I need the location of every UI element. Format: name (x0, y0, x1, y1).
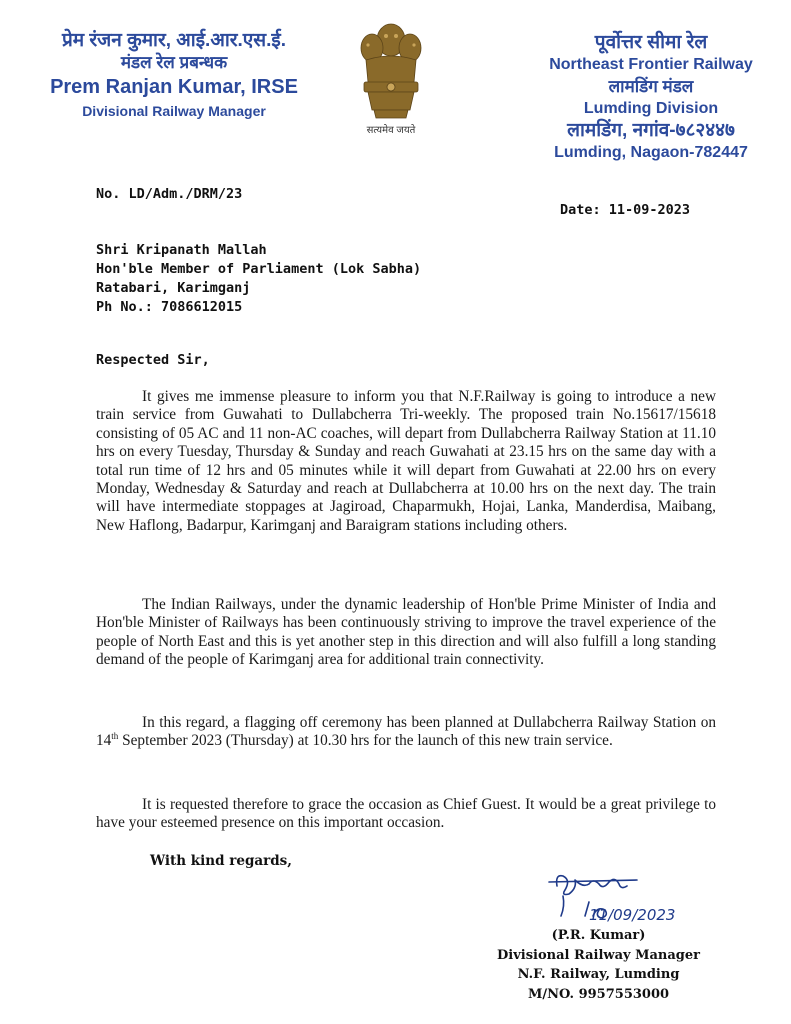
lion-capital-icon (356, 18, 426, 122)
signature-date: 11/09/2023 (589, 906, 676, 924)
salutation: Respected Sir, (96, 352, 210, 368)
railway-name-hindi: पूर्वोत्तर सीमा रेल (594, 32, 708, 53)
paragraph-ceremony (96, 714, 716, 751)
handwritten-signature (545, 866, 705, 932)
division-name: Lumding Division (583, 100, 719, 117)
office-address: Lumding, Nagaon-782447 (554, 144, 748, 161)
paragraph-request (96, 796, 716, 833)
paragraph-2-text: The Indian Railways, under the dynamic leadership of Hon'ble Prime Minister of India and Hon'ble Minister of Railways has been continuously striving to improve the travel experience of the people of North East and this is yet another step in this direction and will also fulfill a long standing demand of the people of Karimganj area for additional train connectivity. (96, 596, 716, 669)
signatory-block (476, 926, 721, 1004)
emblem-motto: सत्यमेव जयते (366, 125, 416, 136)
paragraph-leadership (96, 596, 716, 670)
recipient-location: Ratabari, Karimganj (96, 280, 251, 296)
signatory-mobile: M/NO. 9957553000 (527, 986, 670, 1002)
letterhead-right (520, 32, 782, 164)
sender-designation-hindi: मंडल रेल प्रबन्धक (120, 53, 228, 72)
recipient-title: Hon'ble Member of Parliament (Lok Sabha) (96, 261, 422, 277)
closing-line: With kind regards, (150, 853, 292, 869)
signatory-office: N.F. Railway, Lumding (517, 967, 680, 982)
signatory-designation: Divisional Railway Manager (497, 947, 700, 963)
paragraph-3-text-end: September 2023 (Thursday) at 10.30 hrs for the launch of this new train service. (118, 732, 613, 750)
paragraph-3-text-start: In this regard, a flagging off ceremony has been planned at Dullabcherra Railway Station on 14 (96, 714, 716, 750)
paragraph-1-text: It gives me immense pleasure to inform you that N.F.Railway is going to introduce a new train service from Guwahati to Dullabcherra Tri-weekly. The proposed train No.15617/15618 consisting of 05 AC and 11 non-AC coaches, will depart from Dullabcherra Railway Station at 11.10 hrs on every Tuesday, Thursday & Sunday and reach Guwahati at 23.15 hrs on the same day with a total run time of 12 hrs and 05 minutes while it will depart from Guwahati at 22.00 hrs on every Monday, Wednesday & Saturday and reach at Dullabcherra at 10.00 hrs on the next day. The train will have intermediate stoppages at Jagiroad, Chaparmukh, Hojai, Lanka, Manderdisa, Maibang, New Haflong, Badarpur, Karimganj and Baraigram stations including others. (96, 388, 716, 534)
letter-reference: No. LD/Adm./DRM/23 (96, 186, 243, 202)
sender-name: Prem Ranjan Kumar, IRSE (50, 76, 298, 98)
letterhead-left (24, 30, 324, 122)
date-ordinal-suffix: th (111, 731, 119, 742)
letter-date: Date: 11-09-2023 (560, 202, 691, 218)
sender-name-hindi: प्रेम रंजन कुमार, आई.आर.एस.ई. (61, 30, 287, 51)
sender-designation: Divisional Railway Manager (82, 103, 266, 119)
signatory-name: (P.R. Kumar) (551, 928, 646, 943)
railway-name: Northeast Frontier Railway (549, 56, 753, 73)
division-name-hindi: लामडिंग मंडल (608, 77, 694, 96)
office-address-hindi: लामडिंग, नगांव-७८२४४७ (567, 120, 735, 141)
national-emblem (352, 18, 430, 142)
paragraph-train-service (96, 388, 716, 535)
recipient-address (96, 241, 421, 317)
recipient-phone: Ph No.: 7086612015 (96, 299, 243, 315)
paragraph-4-text: It is requested therefore to grace the occasion as Chief Guest. It would be a great privilege to have your esteemed presence on this important occasion. (96, 796, 716, 832)
recipient-name: Shri Kripanath Mallah (96, 242, 267, 258)
